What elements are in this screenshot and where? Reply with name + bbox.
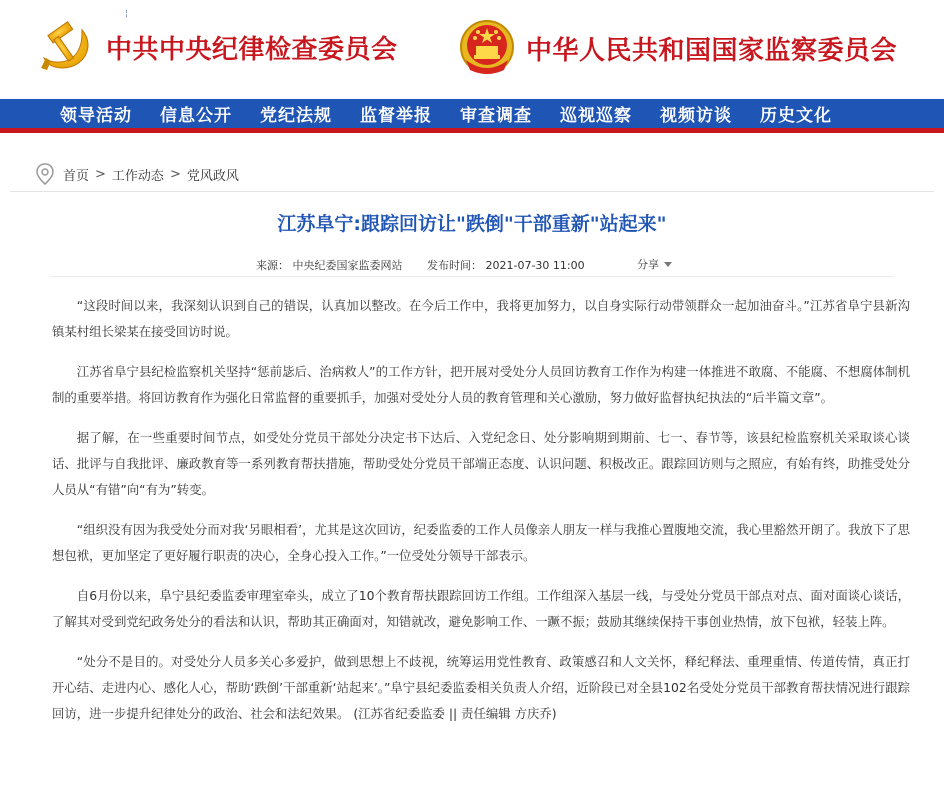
- cpc-brand-title: 中共中央纪律检查委员会: [106, 34, 398, 65]
- article-paragraph: “这段时间以来，我深刻认识到自己的错误，认真加以整改。在今后工作中，我将更加努力，以自身实际行动带领群众一起加油奋斗。”江苏省阜宁县新沟镇某村组长梁某在接受回访时说。: [52, 298, 910, 339]
- nav-item-regulations[interactable]: 党纪法规: [260, 106, 332, 126]
- nsc-brand[interactable]: [458, 18, 897, 78]
- share-button[interactable]: [637, 256, 672, 272]
- article-source: 来源： 中央纪委国家监委网站: [256, 259, 403, 272]
- breadcrumb-separator: >: [95, 166, 106, 182]
- nav-item-info[interactable]: 信息公开: [160, 106, 232, 126]
- national-emblem-icon: [458, 18, 516, 78]
- divider: [10, 191, 934, 192]
- article-paragraph: 据了解，在一些重要时间节点，如受处分党员干部处分决定书下达后、入党纪念日、处分影响期到期前、七一、春节等，该县纪检监察机关采取谈心谈话、批评与自我批评、廉政教育等一系列教育帮扶措施，帮助受处分党员干部端正态度、认识问题、积极改正。跟踪回访则与之照应，有始有终，助推受处分人员从“有错”向“有为”转变。: [52, 430, 910, 497]
- article-paragraph: “处分不是目的。对受处分人员多关心多爱护，做到思想上不歧视，统筹运用党性教育、政策感召和人文关怀，释纪释法、重理重情、传道传情，真正打开心结、走进内心、感化人心，帮助‘跌倒’干部重新‘站起来’。”阜宁县纪委监委相关负责人介绍，近阶段已对全县102名受处分党员干部教育帮扶情况进行跟踪回访，进一步提升纪律处分的政治、社会和法纪效果。 (江苏省纪委监委 || 责任编辑 方庆乔): [52, 654, 910, 721]
- divider: [50, 276, 894, 277]
- main-nav: [0, 99, 944, 133]
- breadcrumb-separator: >: [169, 166, 181, 182]
- nav-item-report[interactable]: 监督举报: [360, 106, 432, 126]
- article-paragraph: 江苏省阜宁县纪检监察机关坚持“惩前毖后、治病救人”的工作方针，把开展对受处分人员回访教育工作作为构建一体推进不敢腐、不能腐、不想腐体制机制的重要举措。将回访教育作为强化日常监督的重要抓手，加强对受处分人员的教育管理和关心激励，努力做好监督执纪执法的“后半篇文章”。: [52, 364, 910, 405]
- share-label: 分享: [637, 258, 659, 271]
- article-paragraph: “组织没有因为我受处分而对我‘另眼相看’，尤其是这次回访，纪委监委的工作人员像亲人朋友一样与我推心置腹地交流，我心里豁然开朗了。我放下了思想包袱，更加坚定了更好履行职责的决心，全身心投入工作。”一位受处分领导干部表示。: [52, 522, 910, 563]
- breadcrumb-home[interactable]: 首页: [63, 168, 90, 184]
- breadcrumb-conduct[interactable]: 党风政风: [186, 168, 239, 184]
- nav-item-history[interactable]: 历史文化: [760, 106, 832, 126]
- nsc-brand-title: 中华人民共和国国家监察委员会: [526, 35, 898, 66]
- nav-item-leadership[interactable]: 领导活动: [60, 106, 132, 126]
- tiny-mark: ¦: [125, 9, 129, 19]
- chevron-down-icon: [664, 262, 672, 267]
- cpc-brand[interactable]: [38, 18, 398, 76]
- article-date: 发布时间： 2021-07-30 11:00: [427, 259, 585, 272]
- article-paragraph: 自6月份以来，阜宁县纪委监委审理室牵头，成立了10个教育帮扶跟踪回访工作组。工作组深入基层一线，与受处分党员干部点对点、面对面谈心谈话，了解其对受到党纪政务处分的看法和认识，帮助其正确面对，知错就改，避免影响工作、一蹶不振；鼓励其继续保持干事创业热情，放下包袱，轻装上阵。: [52, 588, 910, 629]
- party-emblem-icon: [38, 18, 96, 76]
- nav-item-investigation[interactable]: 审查调查: [460, 106, 532, 126]
- nav-item-inspection[interactable]: 巡视巡察: [560, 106, 632, 126]
- article-title: 江苏阜宁:跟踪回访让"跌倒"干部重新"站起来": [277, 213, 667, 235]
- location-pin-icon: [35, 163, 55, 185]
- breadcrumb: [35, 163, 239, 185]
- breadcrumb-work-news[interactable]: 工作动态: [111, 168, 164, 184]
- site-header: [0, 0, 944, 99]
- article-body: [52, 293, 910, 741]
- nav-item-video[interactable]: 视频访谈: [660, 106, 732, 126]
